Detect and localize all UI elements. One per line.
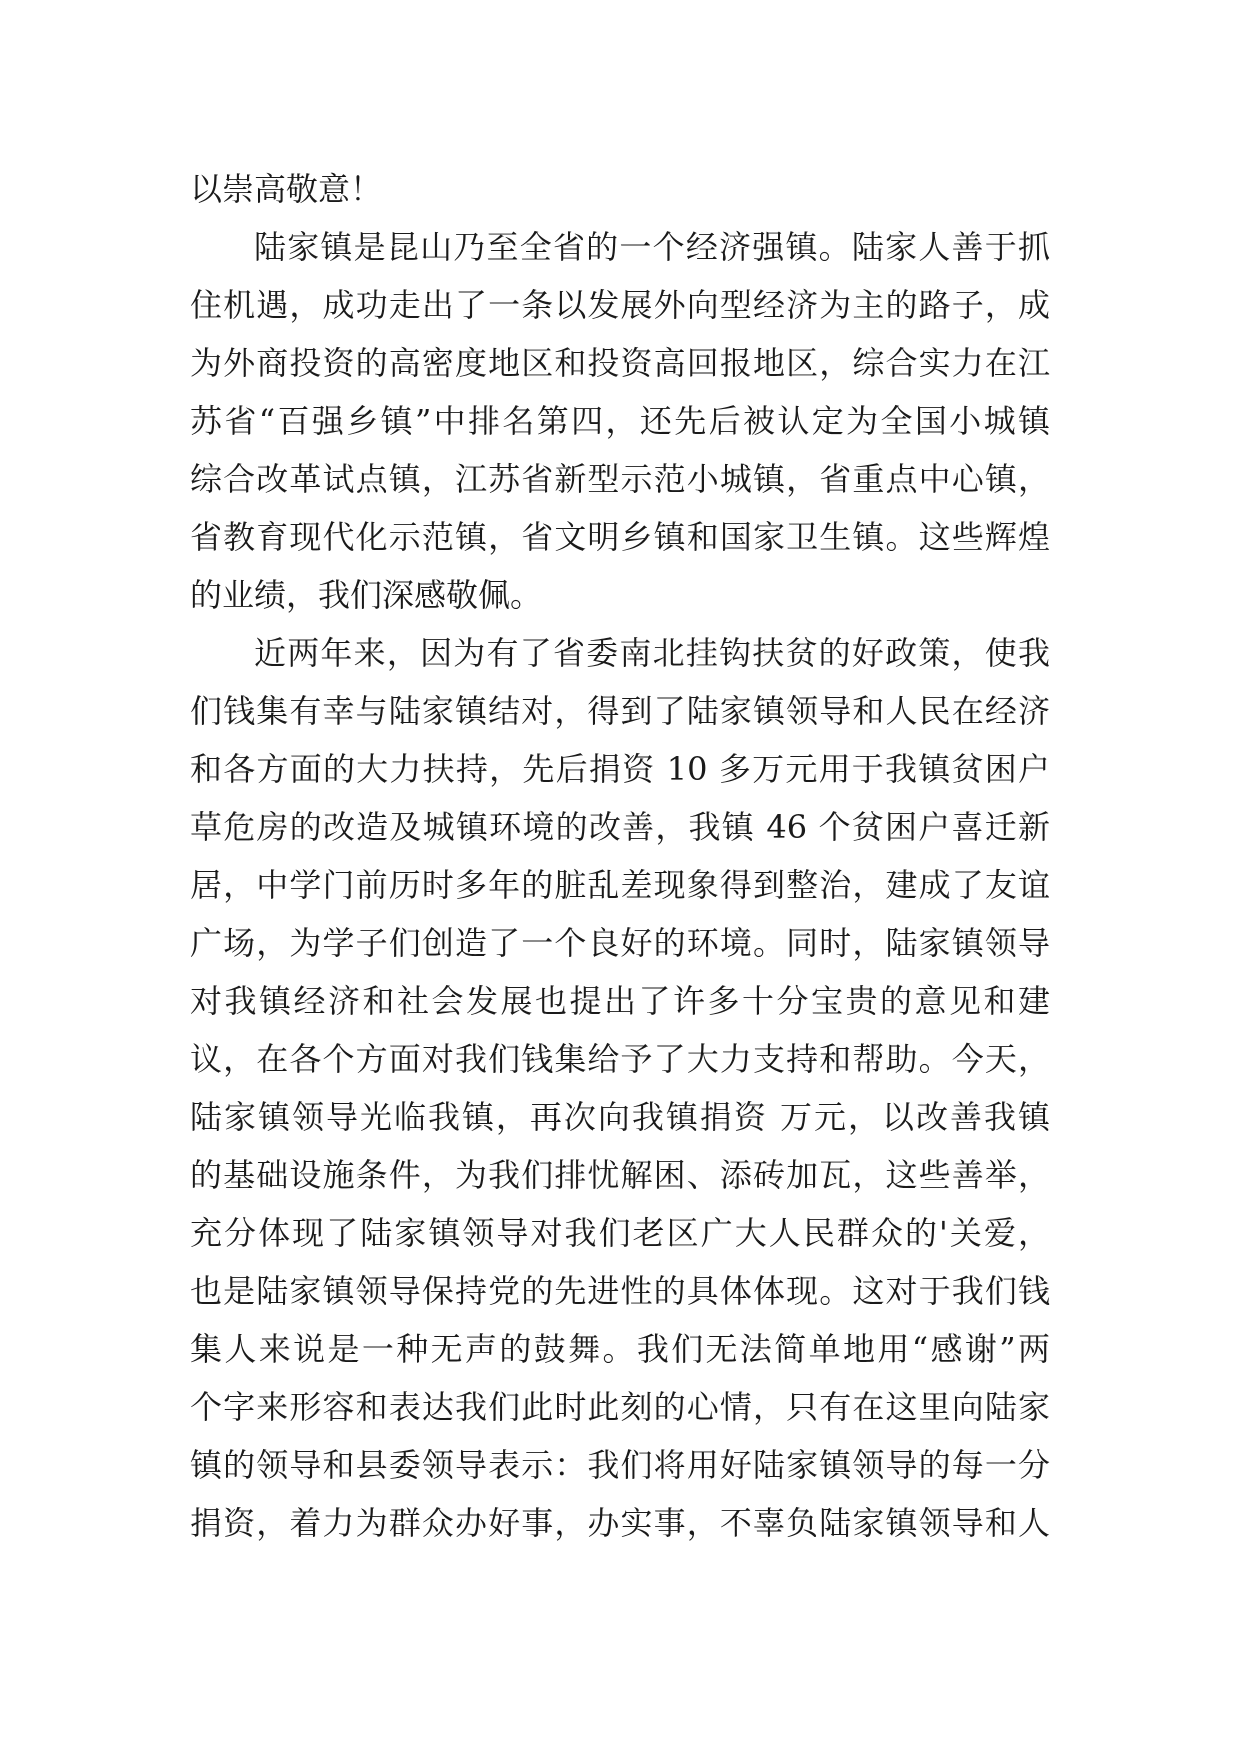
text-line: 议，在各个方面对我们钱集给予了大力支持和帮助。今天，: [190, 1040, 1050, 1078]
text-line: 为外商投资的高密度地区和投资高回报地区，综合实力在江: [190, 344, 1050, 382]
text-line: 镇的领导和县委领导表示：我们将用好陆家镇领导的每一分: [190, 1446, 1050, 1484]
text-line: 陆家镇领导光临我镇，再次向我镇捐资 万元，以改善我镇: [190, 1098, 1050, 1136]
text-line: 苏省“百强乡镇”中排名第四，还先后被认定为全国小城镇: [190, 402, 1050, 440]
text-line: 综合改革试点镇，江苏省新型示范小城镇，省重点中心镇，: [190, 460, 1050, 498]
text-line: 草危房的改造及城镇环境的改善，我镇 46 个贫困户喜迁新: [190, 808, 1050, 846]
document-body: [190, 160, 1050, 1552]
paragraph-2: [190, 218, 1050, 624]
text-line: 和各方面的大力扶持，先后捐资 10 多万元用于我镇贫困户: [190, 750, 1050, 788]
text-line: 陆家镇是昆山乃至全省的一个经济强镇。陆家人善于抓: [254, 228, 1050, 266]
text-line: 省教育现代化示范镇，省文明乡镇和国家卫生镇。这些辉煌: [190, 518, 1050, 556]
text-line: 也是陆家镇领导保持党的先进性的具体体现。这对于我们钱: [190, 1272, 1050, 1310]
paragraph-1: [190, 160, 1050, 218]
text-line: 个字来形容和表达我们此时此刻的心情，只有在这里向陆家: [190, 1388, 1050, 1426]
text-line: 的基础设施条件，为我们排忧解困、添砖加瓦，这些善举，: [190, 1156, 1050, 1194]
text-line: 近两年来，因为有了省委南北挂钩扶贫的好政策，使我: [254, 634, 1050, 672]
text-line: 对我镇经济和社会发展也提出了许多十分宝贵的意见和建: [190, 982, 1050, 1020]
text-line: 广场，为学子们创造了一个良好的环境。同时，陆家镇领导: [190, 924, 1050, 962]
text-line: 以崇高敬意！: [190, 170, 383, 208]
text-line: 们钱集有幸与陆家镇结对，得到了陆家镇领导和人民在经济: [190, 692, 1050, 730]
text-line: 集人来说是一种无声的鼓舞。我们无法简单地用“感谢”两: [190, 1330, 1050, 1368]
text-line: 居，中学门前历时多年的脏乱差现象得到整治，建成了友谊: [190, 866, 1050, 904]
text-line: 充分体现了陆家镇领导对我们老区广大人民群众的'关爱，: [190, 1214, 1050, 1252]
text-line: 住机遇，成功走出了一条以发展外向型经济为主的路子，成: [190, 286, 1050, 324]
paragraph-3: [190, 624, 1050, 1552]
text-line: 捐资，着力为群众办好事，办实事，不辜负陆家镇领导和人: [190, 1504, 1050, 1542]
text-line: 的业绩，我们深感敬佩。: [190, 576, 543, 614]
